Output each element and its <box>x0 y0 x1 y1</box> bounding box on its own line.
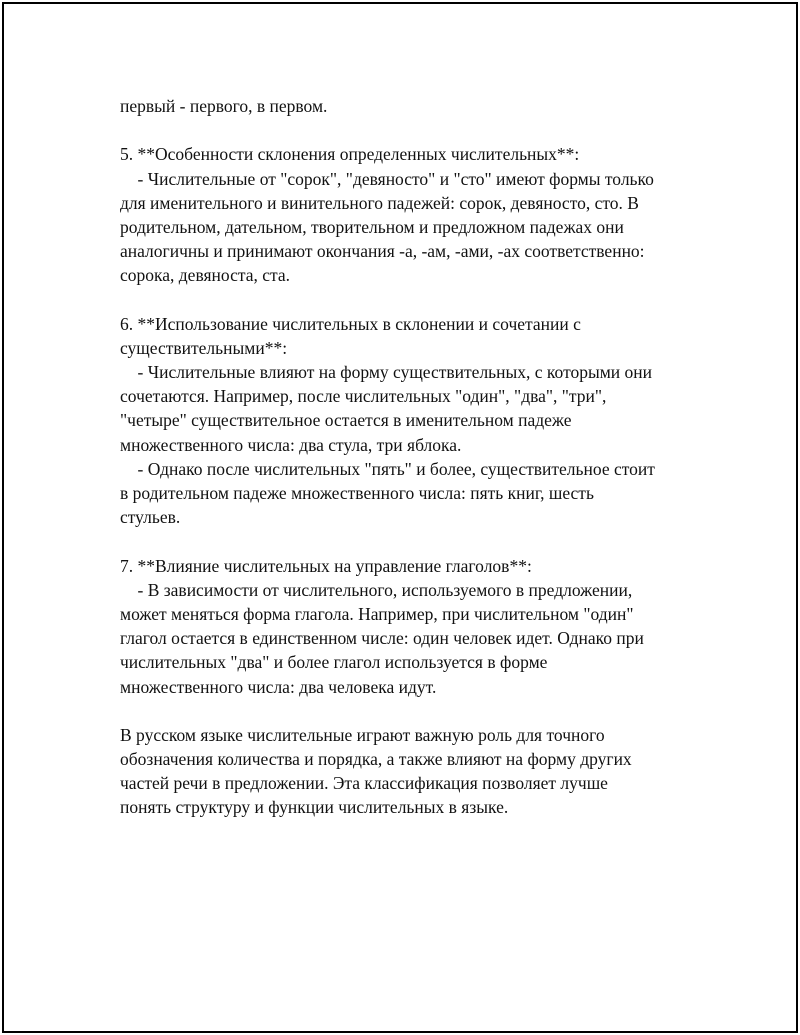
paragraph-gap <box>120 288 700 312</box>
section-7-line: глагол остается в единственном числе: один человек идет. Однако при <box>120 628 644 649</box>
section-7-line: числительных "два" и более глагол используется в форме <box>120 652 548 673</box>
section-5-heading: 5. **Особенности склонения определенных числительных**: <box>120 144 580 165</box>
section-6-line: в родительном падеже множественного числа: пять книг, шесть <box>120 483 594 503</box>
section-5-line: - Числительные от "сорок", "девяносто" и "сто" имеют формы только <box>120 168 654 189</box>
conclusion-line: частей речи в предложении. Эта классификация позволяет лучше <box>120 773 608 794</box>
section-7 <box>120 554 700 699</box>
conclusion-line: обозначения количества и порядка, а также влияют на форму других <box>120 749 632 770</box>
paragraph-gap <box>120 118 700 142</box>
section-5-line: аналогичны и принимают окончания -а, -ам, -ами, -ах соответственно: <box>120 241 645 262</box>
section-6-line: "четыре" существительное остается в именительном падеже <box>120 410 572 431</box>
section-6-heading-cont: существительными**: <box>120 337 288 358</box>
conclusion <box>120 723 700 820</box>
section-6-line: множественного числа: два стула, три яблока. <box>120 434 462 455</box>
section-7-line: - В зависимости от числительного, используемого в предложении, <box>120 579 633 600</box>
document-content <box>120 94 700 820</box>
section-6-line: сочетаются. Например, после числительных "один", "два", "три", <box>120 386 607 407</box>
intro-line: первый - первого, в первом. <box>120 96 328 116</box>
section-6-line: - Однако после числительных "пять" и более, существительное стоит <box>120 458 655 479</box>
section-7-line: множественного числа: два человека идут. <box>120 676 437 697</box>
section-7-line: может меняться форма глагола. Например, при числительном "один" <box>120 603 634 624</box>
conclusion-line: В русском языке числительные играют важную роль для точного <box>120 724 605 745</box>
conclusion-line: понять структуру и функции числительных в языке. <box>120 797 509 818</box>
document-page <box>2 2 798 1033</box>
section-5-line: для именительного и винительного падежей: сорок, девяносто, сто. В <box>120 192 639 213</box>
section-5 <box>120 142 700 287</box>
section-6-line: стульев. <box>120 507 181 528</box>
section-5-line: родительном, дательном, творительном и предложном падежах они <box>120 216 624 237</box>
section-5-line: сорока, девяноста, ста. <box>120 265 290 286</box>
paragraph-gap <box>120 699 700 723</box>
section-6 <box>120 312 700 530</box>
paragraph-gap <box>120 529 700 553</box>
section-6-line: - Числительные влияют на форму существительных, с которыми они <box>120 362 653 383</box>
section-6-heading: 6. **Использование числительных в склонении и сочетании с <box>120 313 581 334</box>
section-7-heading: 7. **Влияние числительных на управление глаголов**: <box>120 555 532 576</box>
